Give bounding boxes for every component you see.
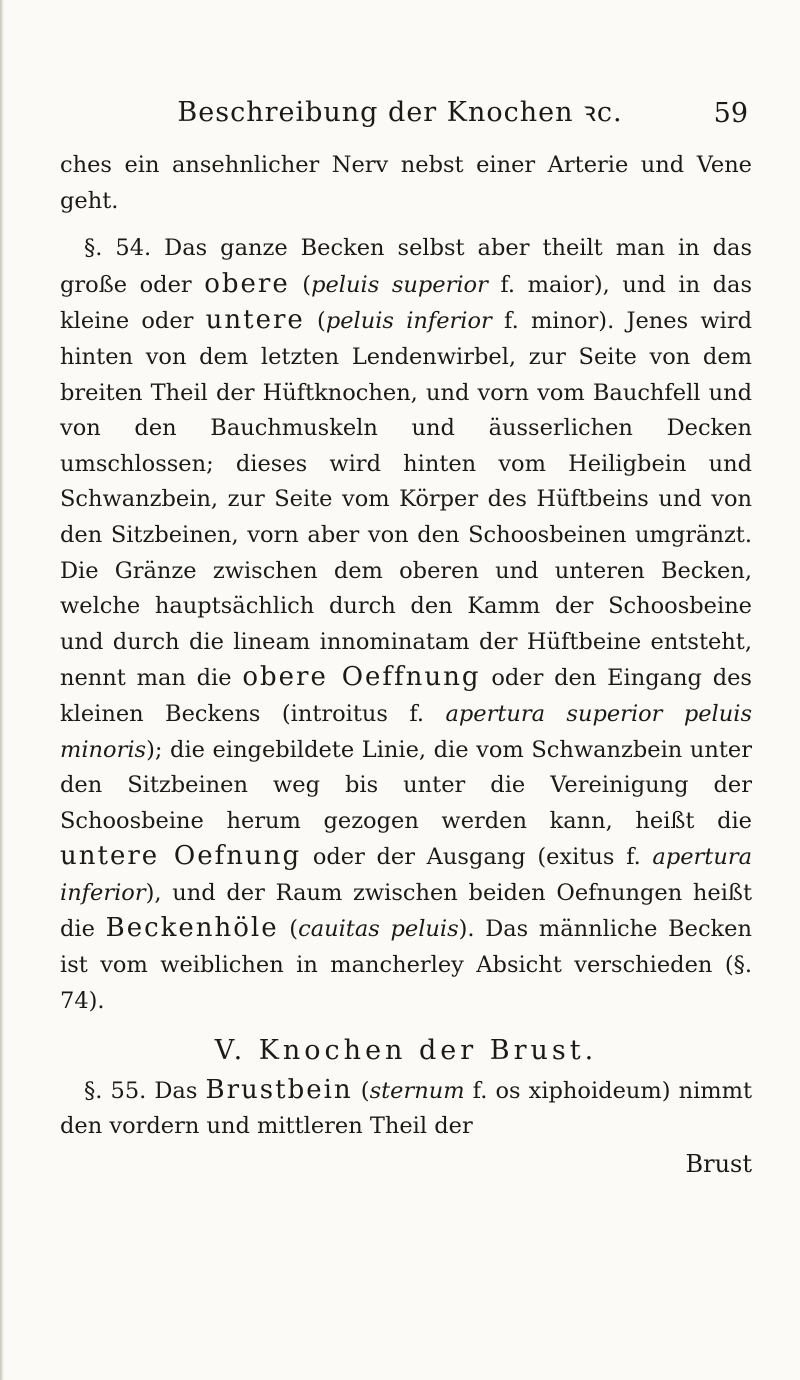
keyword-beckenhoele: Beckenhöle <box>105 913 279 944</box>
page-number: 59 <box>713 98 748 129</box>
latin-term: peluis superior <box>311 271 488 298</box>
text-run: f. minor). Jenes wird hinten von dem letzten Lendenwirbel, zur Seite von dem breiten Theil der Hüftknochen, und vorn vom Bauchfell und von den Bauchmuskeln und äusserlichen Decken umschlossen; dieses wird hinten vom Heiligbein und Schwanzbein, zur Seite vom Körper des Hüftbeins und von den Sitzbeinen, vorn aber von den Schoosbeinen umgränzt. Die Gränze zwischen dem oberen und unteren Becken, welche hauptsächlich durch den Kamm der Schoosbeine und durch die lineam innominatam der Hüftbeine entsteht, nennt man die <box>60 308 753 692</box>
text-run: §. 55. Das <box>84 1077 206 1104</box>
text-run: oder den Eingang des kleinen Beckens (introitus f. <box>60 665 752 727</box>
text-run: oder der Ausgang (exitus f. <box>301 844 653 871</box>
paragraph-continuation: ches ein ansehnlicher Nerv nebst einer Arterie und Vene geht. <box>60 152 752 214</box>
latin-term: apertura inferior <box>60 844 753 906</box>
text-run: ), und der Raum zwischen beiden Oefnungen heißt die <box>60 879 752 943</box>
page-edge <box>0 0 4 1380</box>
text-run: §. 54. Das ganze Becken selbst aber theilt man in das große oder <box>60 235 752 298</box>
text-run: ); die eingebildete Linie, die vom Schwanzbein unter den Sitzbeinen weg bis unter die Vereinigung der Schoosbeine herum gezogen werden kann, heißt die <box>60 736 752 834</box>
keyword-obere: obere <box>204 268 290 299</box>
latin-term: peluis inferior <box>325 308 492 335</box>
latin-term: cauitas peluis <box>298 916 459 943</box>
text-run: ). Das männliche Becken ist vom weiblichen in mancherley Absicht verschieden (§. 74). <box>60 916 752 1014</box>
section-heading: V. Knochen der Brust. <box>214 1035 598 1067</box>
latin-term: apertura superior peluis minoris <box>60 700 752 763</box>
page-body <box>60 148 752 1183</box>
keyword-untere: untere <box>205 305 305 336</box>
keyword-brustbein: Brustbein <box>205 1074 353 1105</box>
latin-term: sternum <box>369 1077 465 1104</box>
running-title: Beschreibung der Knochen ꝛc. <box>177 97 623 128</box>
keyword-untere-oefnung: untere Oefnung <box>60 841 302 872</box>
text-run: ( <box>352 1077 370 1104</box>
catchword: Brust <box>685 1150 752 1179</box>
text-run: f. os xiphoideum) nimmt den vordern und mittleren Theil der <box>60 1077 752 1140</box>
text-run: ( <box>289 271 312 298</box>
paragraph-section-55 <box>60 1073 752 1145</box>
keyword-obere-oeffnung: obere Oeffnung <box>242 662 481 693</box>
text-run: f. maior), und in das kleine oder <box>60 271 752 335</box>
text-run: ( <box>278 916 299 943</box>
running-header <box>0 92 800 132</box>
text-run: ( <box>304 308 326 335</box>
paragraph-section-54 <box>60 231 752 1019</box>
